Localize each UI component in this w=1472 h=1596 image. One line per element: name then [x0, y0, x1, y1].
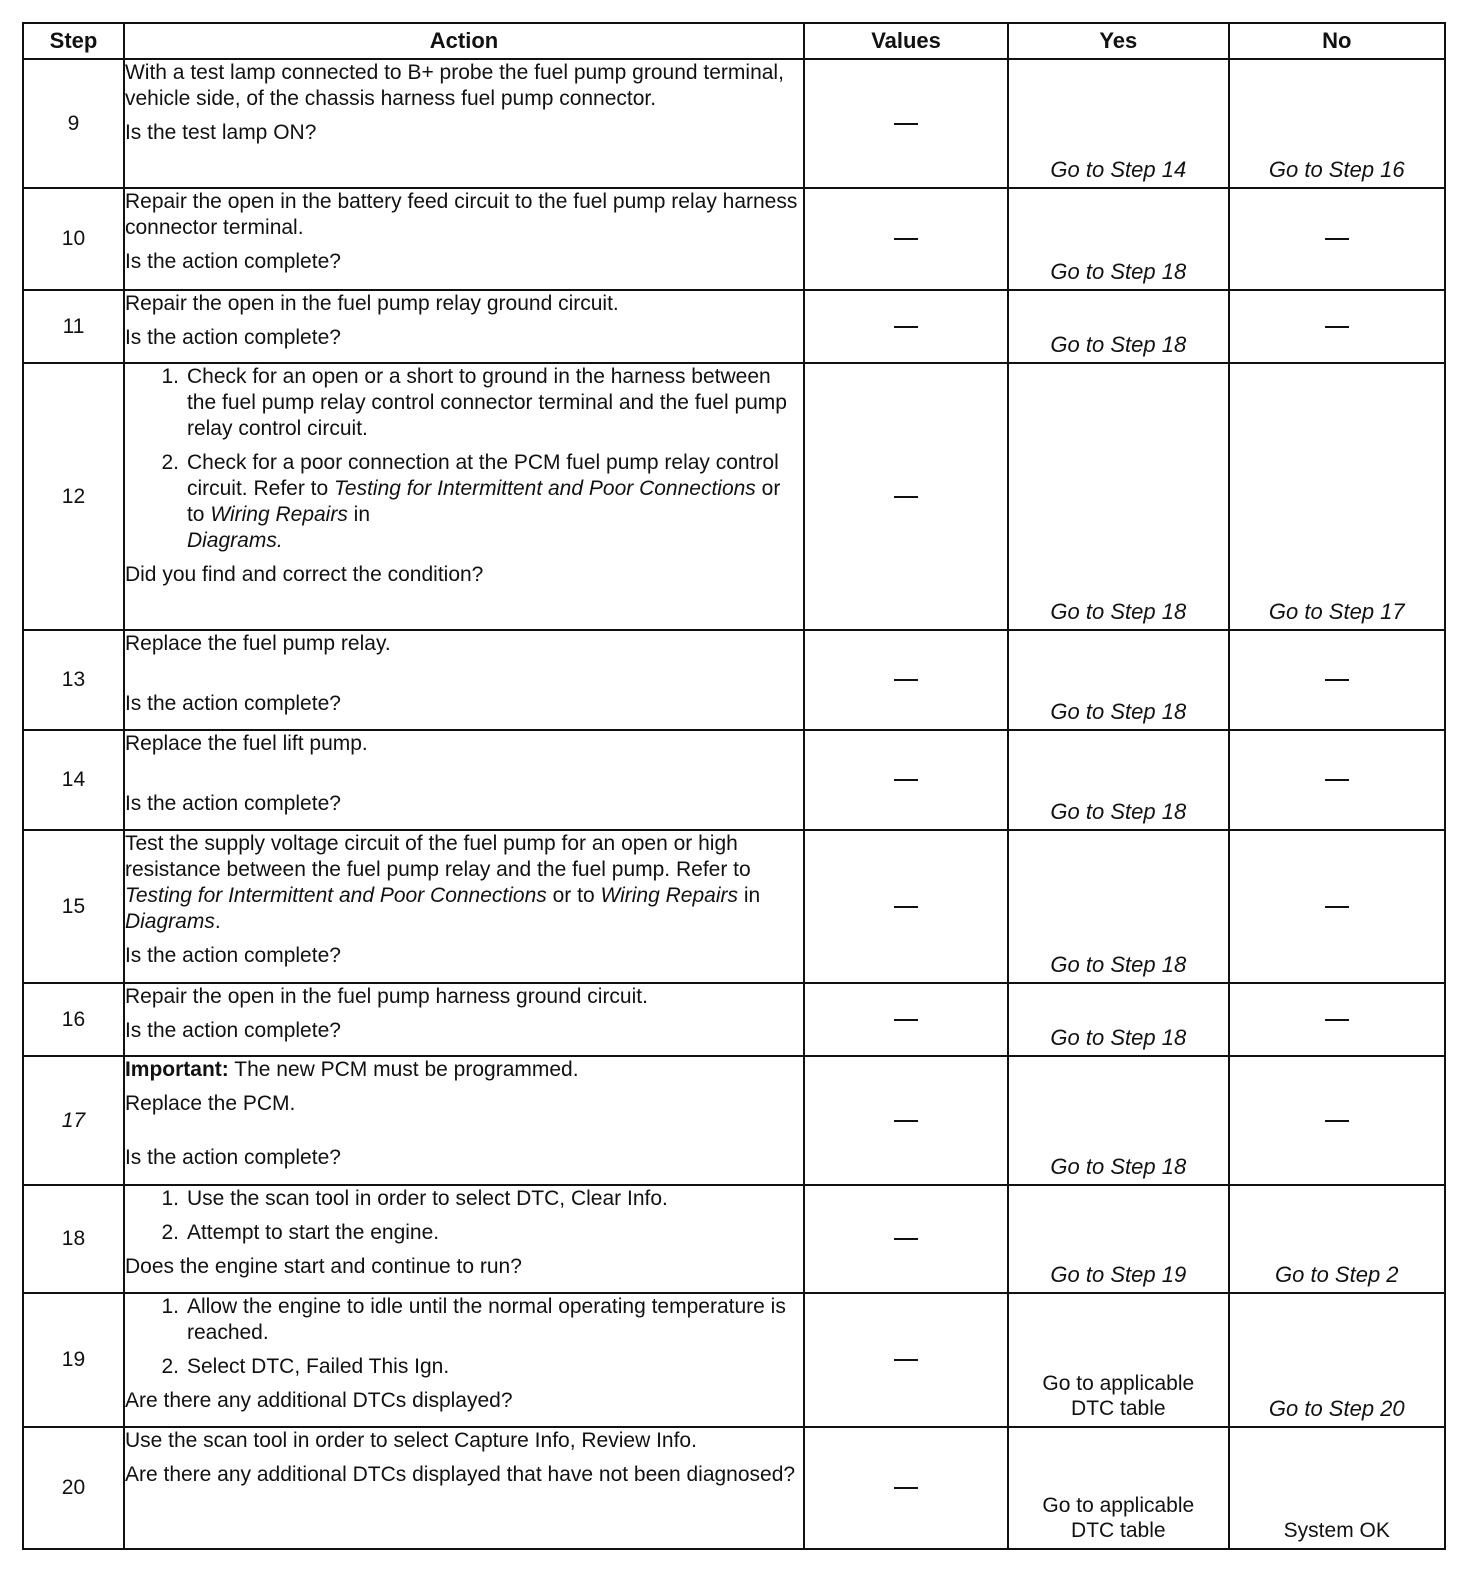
action-cell	[124, 363, 804, 630]
action-question: Is the action complete?	[124, 250, 341, 273]
action-cell	[124, 1185, 804, 1293]
step-number: 11	[23, 290, 124, 363]
action-cell	[124, 290, 804, 363]
numbered-item: 2. Select DTC, Failed This Ign.	[125, 1354, 803, 1380]
no-cell	[1229, 830, 1445, 983]
header-row	[23, 23, 1445, 59]
yes-result: Go to Step 14	[1050, 157, 1187, 182]
numbered-item: 2. Check for a poor connection at the PCM fuel pump relay control circuit. Refer to Testing for Intermittent and Poor Connections or to Wiring Repairs in Diagrams.	[125, 450, 803, 554]
header-values: Values	[804, 23, 1008, 59]
action-text: Repair the open in the fuel pump relay ground circuit.	[124, 292, 619, 315]
yes-result: Go to applicable DTC table	[1042, 1372, 1195, 1420]
yes-result: Go to Step 19	[1050, 1262, 1187, 1287]
no-cell	[1229, 59, 1445, 188]
action-text: Use the scan tool in order to select Capture Info, Review Info.	[124, 1429, 697, 1452]
action-cell	[124, 1427, 804, 1549]
values-cell	[804, 1185, 1008, 1293]
yes-cell	[1008, 1185, 1229, 1293]
dash-mark	[1325, 1120, 1349, 1122]
no-cell	[1229, 188, 1445, 290]
values-cell	[804, 188, 1008, 290]
dash-mark	[894, 238, 918, 240]
yes-cell	[1008, 830, 1229, 983]
no-cell	[1229, 983, 1445, 1056]
action-cell	[124, 983, 804, 1056]
step-number: 18	[23, 1185, 124, 1293]
values-cell	[804, 983, 1008, 1056]
table-row	[23, 830, 1445, 983]
header-action: Action	[124, 23, 804, 59]
action-question: Is the action complete?	[124, 1019, 341, 1042]
step-number: 10	[23, 188, 124, 290]
item-text: Check for an open or a short to ground in the harness between the fuel pump relay control connector terminal and the fuel pump relay control circuit.	[186, 365, 787, 440]
action-question: Is the test lamp ON?	[124, 121, 317, 144]
numbered-item: 1. Allow the engine to idle until the normal operating temperature is reached.	[125, 1294, 803, 1346]
no-cell	[1229, 1293, 1445, 1427]
no-result: System OK	[1283, 1519, 1390, 1542]
table-row	[23, 363, 1445, 630]
header-step: Step	[23, 23, 124, 59]
numbered-item: 1. Use the scan tool in order to select DTC, Clear Info.	[125, 1186, 803, 1212]
values-cell	[804, 830, 1008, 983]
no-cell	[1229, 730, 1445, 830]
values-cell	[804, 1056, 1008, 1185]
table-row	[23, 290, 1445, 363]
values-cell	[804, 290, 1008, 363]
action-cell	[124, 1293, 804, 1427]
step-number: 15	[23, 830, 124, 983]
action-cell	[124, 188, 804, 290]
table-row	[23, 1185, 1445, 1293]
item-text: Select DTC, Failed This Ign.	[186, 1355, 450, 1378]
dash-mark	[894, 326, 918, 328]
yes-result: Go to Step 18	[1050, 952, 1187, 977]
item-text: Use the scan tool in order to select DTC, Clear Info.	[186, 1187, 668, 1210]
numbered-item: 1. Check for an open or a short to ground in the harness between the fuel pump relay control connector terminal and the fuel pump relay control circuit.	[125, 364, 803, 442]
table-row	[23, 983, 1445, 1056]
table-row	[23, 1056, 1445, 1185]
step-number: 17	[23, 1056, 124, 1185]
header-no: No	[1229, 23, 1445, 59]
reference-link: Diagrams	[124, 910, 215, 933]
action-text: Replace the PCM.	[124, 1092, 296, 1115]
step-number: 19	[23, 1293, 124, 1427]
dash-mark	[894, 1120, 918, 1122]
values-cell	[804, 1427, 1008, 1549]
table-row	[23, 188, 1445, 290]
diagnostic-table	[22, 22, 1446, 1550]
dash-mark	[894, 906, 918, 908]
dash-mark	[894, 1238, 918, 1240]
no-cell	[1229, 1185, 1445, 1293]
step-number: 12	[23, 363, 124, 630]
numbered-item: 2. Attempt to start the engine.	[125, 1220, 803, 1246]
reference-link: Testing for Intermittent and Poor Connections	[124, 884, 547, 907]
action-question: Is the action complete?	[124, 1146, 341, 1169]
yes-cell	[1008, 983, 1229, 1056]
values-cell	[804, 630, 1008, 730]
item-text: Check for a poor connection at the PCM fuel pump relay control circuit. Refer to Testing for Intermittent and Poor Connections or to Wiring Repairs in Diagrams.	[186, 451, 781, 552]
yes-cell	[1008, 188, 1229, 290]
yes-cell	[1008, 1056, 1229, 1185]
table-row	[23, 630, 1445, 730]
yes-result: Go to Step 18	[1050, 1154, 1187, 1179]
yes-cell	[1008, 290, 1229, 363]
values-cell	[804, 363, 1008, 630]
step-number: 9	[23, 59, 124, 188]
yes-cell	[1008, 1293, 1229, 1427]
no-result: Go to Step 16	[1268, 157, 1405, 182]
yes-result: Go to Step 18	[1050, 1025, 1187, 1050]
action-text: With a test lamp connected to B+ probe the fuel pump ground terminal, vehicle side, of the chassis harness fuel pump connector.	[124, 61, 784, 110]
no-result: Go to Step 17	[1268, 599, 1405, 624]
action-text: Repair the open in the battery feed circuit to the fuel pump relay harness connector terminal.	[124, 190, 798, 239]
item-text: Attempt to start the engine.	[186, 1221, 440, 1244]
no-result: Go to Step 2	[1275, 1262, 1399, 1287]
reference-link: Wiring Repairs	[210, 503, 348, 526]
dash-mark	[894, 496, 918, 498]
step-number: 20	[23, 1427, 124, 1549]
reference-link: Testing for Intermittent and Poor Connections	[334, 477, 756, 500]
yes-cell	[1008, 363, 1229, 630]
dash-mark	[894, 679, 918, 681]
action-question: Is the action complete?	[124, 326, 341, 349]
no-cell	[1229, 363, 1445, 630]
yes-cell	[1008, 730, 1229, 830]
values-cell	[804, 730, 1008, 830]
item-text: Allow the engine to idle until the normal operating temperature is reached.	[186, 1295, 786, 1344]
step-number: 16	[23, 983, 124, 1056]
values-cell	[804, 1293, 1008, 1427]
dash-mark	[1325, 326, 1349, 328]
action-cell	[124, 59, 804, 188]
action-cell	[124, 830, 804, 983]
table-row	[23, 1293, 1445, 1427]
action-text: Replace the fuel lift pump.	[124, 732, 368, 755]
important-label: Important:	[124, 1058, 229, 1081]
yes-result: Go to Step 18	[1050, 799, 1187, 824]
dash-mark	[1325, 679, 1349, 681]
action-question: Does the engine start and continue to run?	[124, 1255, 522, 1278]
dash-mark	[1325, 779, 1349, 781]
yes-result: Go to Step 18	[1050, 332, 1187, 357]
yes-cell	[1008, 630, 1229, 730]
header-yes: Yes	[1008, 23, 1229, 59]
dash-mark	[894, 123, 918, 125]
action-question: Did you find and correct the condition?	[124, 563, 484, 586]
no-cell	[1229, 1427, 1445, 1549]
action-question: Is the action complete?	[124, 692, 341, 715]
dash-mark	[1325, 906, 1349, 908]
step-number: 13	[23, 630, 124, 730]
important-note: Important: The new PCM must be programmed.	[124, 1058, 579, 1081]
yes-result: Go to Step 18	[1050, 259, 1187, 284]
values-cell	[804, 59, 1008, 188]
no-result: Go to Step 20	[1268, 1396, 1405, 1421]
no-cell	[1229, 630, 1445, 730]
action-question: Is the action complete?	[124, 944, 341, 967]
no-cell	[1229, 290, 1445, 363]
table-row	[23, 59, 1445, 188]
yes-result: Go to Step 18	[1050, 699, 1187, 724]
dash-mark	[1325, 1019, 1349, 1021]
no-cell	[1229, 1056, 1445, 1185]
dash-mark	[1325, 238, 1349, 240]
action-question: Are there any additional DTCs displayed that have not been diagnosed?	[124, 1463, 796, 1486]
reference-link: Diagrams.	[186, 529, 283, 552]
dash-mark	[894, 1019, 918, 1021]
yes-cell	[1008, 1427, 1229, 1549]
table-row	[23, 1427, 1445, 1549]
action-cell	[124, 630, 804, 730]
table-row	[23, 730, 1445, 830]
yes-cell	[1008, 59, 1229, 188]
action-cell	[124, 730, 804, 830]
reference-link: Wiring Repairs	[600, 884, 738, 907]
action-question: Are there any additional DTCs displayed?	[124, 1389, 513, 1412]
action-cell	[124, 1056, 804, 1185]
step-number: 14	[23, 730, 124, 830]
action-text: Test the supply voltage circuit of the fuel pump for an open or high resistance between the fuel pump relay and the fuel pump. Refer to Testing for Intermittent and Poor Connections or to Wiring Repairs in Diagrams.	[124, 832, 761, 933]
action-text: Repair the open in the fuel pump harness ground circuit.	[124, 985, 648, 1008]
action-text: Replace the fuel pump relay.	[124, 632, 391, 655]
action-question: Is the action complete?	[124, 792, 341, 815]
yes-result: Go to Step 18	[1050, 599, 1187, 624]
dash-mark	[894, 779, 918, 781]
dash-mark	[894, 1487, 918, 1489]
yes-result: Go to applicable DTC table	[1042, 1494, 1195, 1542]
dash-mark	[894, 1359, 918, 1361]
